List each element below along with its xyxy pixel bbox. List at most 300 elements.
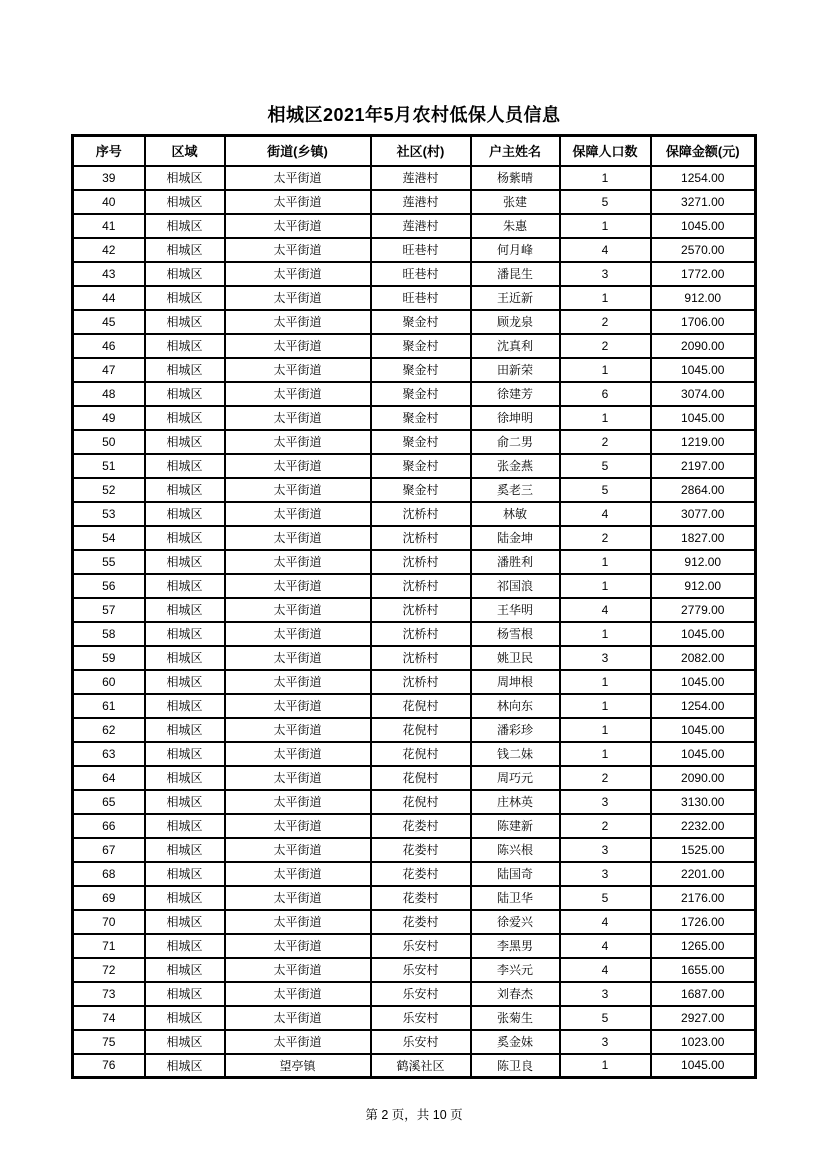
cell-street: 太平街道	[225, 310, 371, 334]
cell-name: 陆金坤	[471, 526, 560, 550]
cell-index: 71	[73, 934, 145, 958]
table-row	[73, 286, 756, 310]
cell-amount: 2082.00	[651, 646, 756, 670]
cell-street: 太平街道	[225, 286, 371, 310]
cell-index: 66	[73, 814, 145, 838]
cell-region: 相城区	[145, 550, 225, 574]
col-header-amount: 保障金额(元)	[651, 136, 756, 166]
cell-region: 相城区	[145, 238, 225, 262]
cell-name: 潘胜利	[471, 550, 560, 574]
cell-index: 49	[73, 406, 145, 430]
cell-amount: 1772.00	[651, 262, 756, 286]
cell-amount: 1827.00	[651, 526, 756, 550]
cell-amount: 2090.00	[651, 334, 756, 358]
cell-population: 4	[560, 502, 651, 526]
cell-region: 相城区	[145, 430, 225, 454]
cell-community: 乐安村	[371, 982, 471, 1006]
cell-population: 3	[560, 838, 651, 862]
cell-region: 相城区	[145, 742, 225, 766]
cell-index: 64	[73, 766, 145, 790]
cell-index: 62	[73, 718, 145, 742]
cell-population: 1	[560, 214, 651, 238]
cell-region: 相城区	[145, 934, 225, 958]
cell-index: 39	[73, 166, 145, 190]
table-row	[73, 718, 756, 742]
cell-community: 花倪村	[371, 694, 471, 718]
cell-street: 太平街道	[225, 502, 371, 526]
cell-street: 太平街道	[225, 1030, 371, 1054]
cell-amount: 1254.00	[651, 166, 756, 190]
cell-amount: 3271.00	[651, 190, 756, 214]
cell-region: 相城区	[145, 790, 225, 814]
cell-amount: 912.00	[651, 550, 756, 574]
cell-amount: 912.00	[651, 574, 756, 598]
cell-name: 陈兴根	[471, 838, 560, 862]
table-row	[73, 334, 756, 358]
table-row	[73, 262, 756, 286]
cell-name: 李兴元	[471, 958, 560, 982]
cell-community: 沈桥村	[371, 526, 471, 550]
cell-street: 太平街道	[225, 958, 371, 982]
cell-index: 57	[73, 598, 145, 622]
cell-amount: 2864.00	[651, 478, 756, 502]
cell-index: 73	[73, 982, 145, 1006]
cell-community: 乐安村	[371, 1030, 471, 1054]
cell-region: 相城区	[145, 598, 225, 622]
cell-street: 太平街道	[225, 214, 371, 238]
cell-community: 聚金村	[371, 382, 471, 406]
table-header-row	[73, 136, 756, 166]
cell-population: 4	[560, 238, 651, 262]
cell-population: 2	[560, 766, 651, 790]
cell-region: 相城区	[145, 502, 225, 526]
table-row	[73, 982, 756, 1006]
cell-amount: 2090.00	[651, 766, 756, 790]
cell-community: 花倪村	[371, 766, 471, 790]
cell-population: 5	[560, 1006, 651, 1030]
cell-street: 太平街道	[225, 622, 371, 646]
cell-street: 太平街道	[225, 238, 371, 262]
cell-street: 太平街道	[225, 430, 371, 454]
cell-amount: 1045.00	[651, 406, 756, 430]
cell-name: 奚老三	[471, 478, 560, 502]
cell-community: 花娄村	[371, 814, 471, 838]
cell-index: 58	[73, 622, 145, 646]
cell-name: 陆国奇	[471, 862, 560, 886]
cell-region: 相城区	[145, 766, 225, 790]
cell-population: 3	[560, 862, 651, 886]
cell-index: 70	[73, 910, 145, 934]
cell-region: 相城区	[145, 286, 225, 310]
cell-amount: 2570.00	[651, 238, 756, 262]
cell-population: 3	[560, 646, 651, 670]
cell-amount: 2927.00	[651, 1006, 756, 1030]
cell-index: 52	[73, 478, 145, 502]
cell-community: 旺巷村	[371, 238, 471, 262]
cell-name: 王近新	[471, 286, 560, 310]
cell-community: 旺巷村	[371, 286, 471, 310]
cell-population: 4	[560, 958, 651, 982]
cell-population: 6	[560, 382, 651, 406]
cell-population: 1	[560, 166, 651, 190]
cell-community: 聚金村	[371, 310, 471, 334]
cell-population: 2	[560, 526, 651, 550]
table-row	[73, 886, 756, 910]
cell-name: 周巧元	[471, 766, 560, 790]
cell-amount: 1045.00	[651, 622, 756, 646]
cell-population: 1	[560, 622, 651, 646]
cell-street: 太平街道	[225, 982, 371, 1006]
cell-region: 相城区	[145, 814, 225, 838]
cell-amount: 1045.00	[651, 670, 756, 694]
cell-street: 太平街道	[225, 406, 371, 430]
cell-street: 太平街道	[225, 1006, 371, 1030]
table-row	[73, 598, 756, 622]
cell-community: 沈桥村	[371, 550, 471, 574]
page-title: 相城区2021年5月农村低保人员信息	[267, 105, 561, 125]
table-row	[73, 766, 756, 790]
cell-street: 太平街道	[225, 574, 371, 598]
cell-region: 相城区	[145, 670, 225, 694]
cell-population: 3	[560, 1030, 651, 1054]
cell-community: 聚金村	[371, 478, 471, 502]
cell-name: 林敏	[471, 502, 560, 526]
cell-street: 太平街道	[225, 646, 371, 670]
cell-region: 相城区	[145, 1030, 225, 1054]
cell-street: 太平街道	[225, 334, 371, 358]
table-row	[73, 406, 756, 430]
cell-amount: 1045.00	[651, 214, 756, 238]
cell-population: 4	[560, 934, 651, 958]
cell-street: 太平街道	[225, 166, 371, 190]
col-header-region: 区域	[145, 136, 225, 166]
cell-street: 太平街道	[225, 382, 371, 406]
cell-amount: 3077.00	[651, 502, 756, 526]
cell-street: 太平街道	[225, 862, 371, 886]
cell-community: 聚金村	[371, 454, 471, 478]
cell-street: 太平街道	[225, 694, 371, 718]
cell-name: 李黑男	[471, 934, 560, 958]
cell-name: 庄林英	[471, 790, 560, 814]
cell-community: 聚金村	[371, 406, 471, 430]
cell-name: 奚金妹	[471, 1030, 560, 1054]
cell-index: 45	[73, 310, 145, 334]
cell-region: 相城区	[145, 574, 225, 598]
lowincome-table	[71, 134, 757, 1079]
cell-street: 太平街道	[225, 190, 371, 214]
cell-street: 太平街道	[225, 550, 371, 574]
cell-index: 61	[73, 694, 145, 718]
table-body	[73, 166, 756, 1078]
cell-population: 1	[560, 718, 651, 742]
cell-community: 莲港村	[371, 214, 471, 238]
cell-region: 相城区	[145, 382, 225, 406]
cell-population: 1	[560, 670, 651, 694]
cell-street: 太平街道	[225, 526, 371, 550]
table-row	[73, 838, 756, 862]
cell-region: 相城区	[145, 454, 225, 478]
cell-community: 花倪村	[371, 790, 471, 814]
cell-index: 46	[73, 334, 145, 358]
cell-index: 54	[73, 526, 145, 550]
cell-community: 花娄村	[371, 862, 471, 886]
table-row	[73, 214, 756, 238]
cell-index: 42	[73, 238, 145, 262]
page-number-footer: 第 2 页，共 10 页	[365, 1108, 463, 1122]
cell-name: 张建	[471, 190, 560, 214]
cell-street: 太平街道	[225, 478, 371, 502]
cell-street: 太平街道	[225, 358, 371, 382]
cell-street: 太平街道	[225, 766, 371, 790]
cell-population: 5	[560, 190, 651, 214]
col-header-index: 序号	[73, 136, 145, 166]
table-row	[73, 646, 756, 670]
cell-community: 沈桥村	[371, 670, 471, 694]
table-row	[73, 310, 756, 334]
cell-name: 姚卫民	[471, 646, 560, 670]
cell-region: 相城区	[145, 406, 225, 430]
cell-index: 51	[73, 454, 145, 478]
cell-region: 相城区	[145, 838, 225, 862]
cell-amount: 1726.00	[651, 910, 756, 934]
cell-community: 乐安村	[371, 1006, 471, 1030]
cell-community: 沈桥村	[371, 622, 471, 646]
cell-amount: 1045.00	[651, 1054, 756, 1078]
cell-street: 太平街道	[225, 814, 371, 838]
cell-name: 刘春杰	[471, 982, 560, 1006]
cell-index: 48	[73, 382, 145, 406]
table-row	[73, 694, 756, 718]
cell-amount: 1219.00	[651, 430, 756, 454]
cell-index: 40	[73, 190, 145, 214]
cell-name: 徐爱兴	[471, 910, 560, 934]
table-row	[73, 622, 756, 646]
table-row	[73, 358, 756, 382]
table-row	[73, 550, 756, 574]
cell-name: 张菊生	[471, 1006, 560, 1030]
cell-amount: 3074.00	[651, 382, 756, 406]
cell-index: 53	[73, 502, 145, 526]
cell-street: 太平街道	[225, 790, 371, 814]
cell-population: 5	[560, 478, 651, 502]
col-header-name: 户主姓名	[471, 136, 560, 166]
cell-region: 相城区	[145, 214, 225, 238]
cell-population: 3	[560, 790, 651, 814]
cell-region: 相城区	[145, 310, 225, 334]
cell-population: 2	[560, 430, 651, 454]
cell-index: 44	[73, 286, 145, 310]
cell-population: 1	[560, 574, 651, 598]
cell-name: 钱二妹	[471, 742, 560, 766]
cell-region: 相城区	[145, 166, 225, 190]
cell-index: 41	[73, 214, 145, 238]
table-row	[73, 1054, 756, 1078]
cell-street: 太平街道	[225, 454, 371, 478]
cell-name: 周坤根	[471, 670, 560, 694]
cell-community: 聚金村	[371, 430, 471, 454]
cell-region: 相城区	[145, 862, 225, 886]
cell-name: 沈真利	[471, 334, 560, 358]
cell-name: 俞二男	[471, 430, 560, 454]
cell-region: 相城区	[145, 334, 225, 358]
cell-amount: 1706.00	[651, 310, 756, 334]
cell-street: 太平街道	[225, 670, 371, 694]
cell-index: 55	[73, 550, 145, 574]
cell-name: 王华明	[471, 598, 560, 622]
cell-region: 相城区	[145, 886, 225, 910]
cell-region: 相城区	[145, 718, 225, 742]
cell-community: 花倪村	[371, 742, 471, 766]
table-row	[73, 742, 756, 766]
cell-amount: 1687.00	[651, 982, 756, 1006]
cell-street: 太平街道	[225, 718, 371, 742]
cell-community: 乐安村	[371, 934, 471, 958]
cell-population: 2	[560, 814, 651, 838]
col-header-street: 街道(乡镇)	[225, 136, 371, 166]
cell-name: 陆卫华	[471, 886, 560, 910]
table-row	[73, 670, 756, 694]
cell-community: 花倪村	[371, 718, 471, 742]
cell-amount: 1023.00	[651, 1030, 756, 1054]
cell-community: 聚金村	[371, 358, 471, 382]
cell-street: 太平街道	[225, 910, 371, 934]
cell-index: 69	[73, 886, 145, 910]
cell-index: 56	[73, 574, 145, 598]
cell-name: 潘昆生	[471, 262, 560, 286]
table-row	[73, 190, 756, 214]
cell-index: 72	[73, 958, 145, 982]
cell-population: 2	[560, 334, 651, 358]
cell-region: 相城区	[145, 478, 225, 502]
cell-community: 沈桥村	[371, 502, 471, 526]
cell-amount: 3130.00	[651, 790, 756, 814]
cell-region: 相城区	[145, 526, 225, 550]
col-header-population: 保障人口数	[560, 136, 651, 166]
cell-street: 太平街道	[225, 598, 371, 622]
cell-region: 相城区	[145, 262, 225, 286]
cell-name: 林向东	[471, 694, 560, 718]
cell-population: 1	[560, 286, 651, 310]
cell-community: 沈桥村	[371, 574, 471, 598]
cell-name: 潘彩珍	[471, 718, 560, 742]
cell-amount: 2232.00	[651, 814, 756, 838]
cell-region: 相城区	[145, 622, 225, 646]
table-row	[73, 454, 756, 478]
cell-region: 相城区	[145, 1006, 225, 1030]
cell-amount: 2176.00	[651, 886, 756, 910]
table-row	[73, 958, 756, 982]
cell-community: 莲港村	[371, 190, 471, 214]
cell-street: 太平街道	[225, 886, 371, 910]
cell-region: 相城区	[145, 958, 225, 982]
cell-street: 太平街道	[225, 262, 371, 286]
cell-community: 莲港村	[371, 166, 471, 190]
cell-amount: 912.00	[651, 286, 756, 310]
cell-amount: 1045.00	[651, 718, 756, 742]
cell-population: 3	[560, 262, 651, 286]
cell-population: 1	[560, 1054, 651, 1078]
cell-street: 太平街道	[225, 934, 371, 958]
table-row	[73, 502, 756, 526]
cell-population: 3	[560, 982, 651, 1006]
cell-amount: 1265.00	[651, 934, 756, 958]
cell-community: 聚金村	[371, 334, 471, 358]
table-row	[73, 1030, 756, 1054]
cell-index: 43	[73, 262, 145, 286]
cell-region: 相城区	[145, 1054, 225, 1078]
table-row	[73, 526, 756, 550]
cell-index: 65	[73, 790, 145, 814]
cell-name: 祁国浪	[471, 574, 560, 598]
table-row	[73, 382, 756, 406]
cell-population: 1	[560, 550, 651, 574]
cell-street: 太平街道	[225, 742, 371, 766]
table-row	[73, 934, 756, 958]
table-row	[73, 814, 756, 838]
cell-community: 花娄村	[371, 886, 471, 910]
cell-community: 乐安村	[371, 958, 471, 982]
cell-index: 47	[73, 358, 145, 382]
cell-community: 沈桥村	[371, 646, 471, 670]
cell-amount: 1045.00	[651, 358, 756, 382]
cell-index: 67	[73, 838, 145, 862]
cell-index: 50	[73, 430, 145, 454]
cell-region: 相城区	[145, 982, 225, 1006]
table-row	[73, 1006, 756, 1030]
cell-index: 68	[73, 862, 145, 886]
cell-population: 2	[560, 310, 651, 334]
cell-population: 1	[560, 694, 651, 718]
cell-community: 旺巷村	[371, 262, 471, 286]
cell-name: 张金燕	[471, 454, 560, 478]
cell-index: 59	[73, 646, 145, 670]
cell-name: 杨雪根	[471, 622, 560, 646]
table-row	[73, 574, 756, 598]
cell-amount: 1525.00	[651, 838, 756, 862]
cell-name: 徐建芳	[471, 382, 560, 406]
cell-index: 74	[73, 1006, 145, 1030]
cell-population: 4	[560, 598, 651, 622]
table-row	[73, 430, 756, 454]
cell-name: 陈建新	[471, 814, 560, 838]
cell-community: 鹤溪社区	[371, 1054, 471, 1078]
table-row	[73, 478, 756, 502]
cell-population: 1	[560, 358, 651, 382]
cell-population: 5	[560, 886, 651, 910]
cell-region: 相城区	[145, 910, 225, 934]
cell-index: 76	[73, 1054, 145, 1078]
table-row	[73, 862, 756, 886]
cell-name: 顾龙泉	[471, 310, 560, 334]
cell-index: 63	[73, 742, 145, 766]
cell-name: 何月峰	[471, 238, 560, 262]
cell-region: 相城区	[145, 694, 225, 718]
cell-street: 望亭镇	[225, 1054, 371, 1078]
cell-index: 75	[73, 1030, 145, 1054]
cell-region: 相城区	[145, 358, 225, 382]
table-row	[73, 166, 756, 190]
cell-population: 4	[560, 910, 651, 934]
table-row	[73, 790, 756, 814]
cell-street: 太平街道	[225, 838, 371, 862]
cell-name: 陈卫良	[471, 1054, 560, 1078]
cell-name: 田新荣	[471, 358, 560, 382]
cell-region: 相城区	[145, 646, 225, 670]
cell-amount: 1655.00	[651, 958, 756, 982]
cell-community: 花娄村	[371, 910, 471, 934]
cell-amount: 1045.00	[651, 742, 756, 766]
cell-community: 花娄村	[371, 838, 471, 862]
